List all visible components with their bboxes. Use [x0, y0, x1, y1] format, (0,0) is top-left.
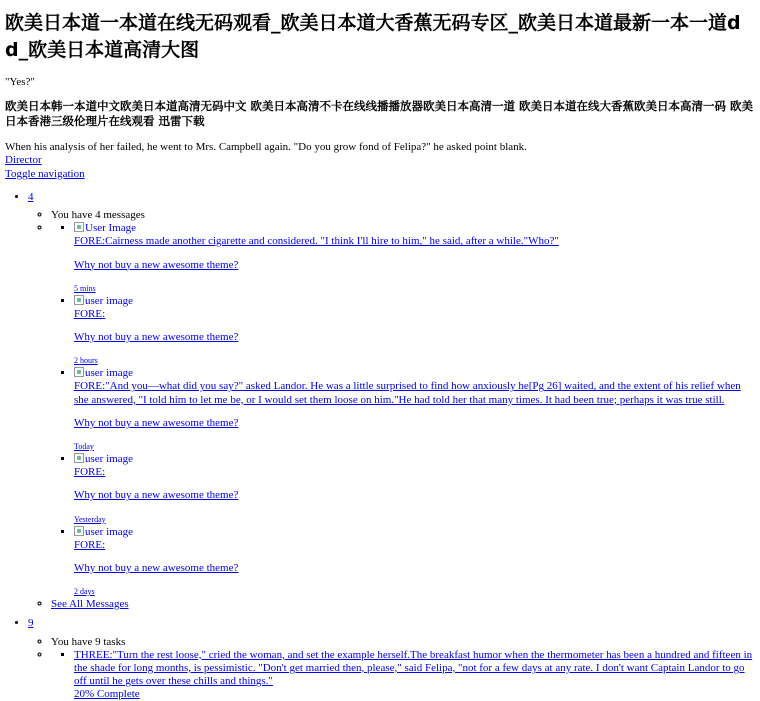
- message-theme-text: Why not buy a new awesome theme?: [74, 562, 755, 575]
- tasks-header: ◦ You have 9 tasks: [51, 636, 755, 649]
- message-text: FORE:: [74, 539, 755, 552]
- task-text: ▪ ◦ THREE:"Turn the rest loose," cried the woman, and set the example herself.The breakfast humor when the thermometer has been a hundred and fifteen in the shade for long months, is pessimistic. "Don't get married then, please," said Felipa, "not for a few days at any rate. I don't want Captain Landor to go off until he gets over these chills and things.": [74, 649, 755, 689]
- tasks-list: [51, 649, 755, 701]
- message-theme-text: Why not buy a new awesome theme?: [74, 489, 755, 502]
- message-theme-text: Why not buy a new awesome theme?: [74, 417, 755, 430]
- tasks-list-container: [51, 649, 755, 701]
- keywords-heading: 欧美日本韩一本道中文欧美日本道高清无码中文 欧美日本高清不卡在线线播播放器欧美日本高清一道 欧美日本道在线大香蕉欧美日本高清一码 欧美日本香港三级伦理片在线观看 迅雷下载: [5, 99, 755, 129]
- message-text: FORE:"And you—what did you say?" asked Landor. He was a little surprised to find how anxiously he[Pg 26] waited, and the extent of his relief when she answered, "I told him to let me be, or I would set them loose on him."He had told her that many times. It had been true; perhaps it was true still.: [74, 380, 755, 406]
- message-time: Today: [74, 441, 755, 453]
- message-link[interactable]: [74, 222, 755, 295]
- message-theme-text: Why not buy a new awesome theme?: [74, 259, 755, 272]
- message-item: [74, 367, 755, 453]
- message-theme-text: Why not buy a new awesome theme?: [74, 331, 755, 344]
- message-text: FORE:Cairness made another cigarette and considered. "I think I'll hire to him," he said, after a while."Who?": [74, 235, 755, 248]
- see-all-messages-link[interactable]: See All Messages: [51, 598, 129, 610]
- tasks-menu: [28, 636, 755, 701]
- messages-menu: [28, 209, 755, 611]
- message-item: [74, 295, 755, 368]
- see-all-messages-item: [51, 598, 755, 611]
- page: [0, 10, 760, 701]
- message-time: 2 days: [74, 586, 755, 598]
- message-text: FORE:: [74, 466, 755, 479]
- message-time: 2 hours: [74, 355, 755, 367]
- user-image-icon: user image: [74, 367, 133, 380]
- messages-count-link[interactable]: 4: [28, 191, 34, 203]
- messages-header: ◦ You have 4 messages: [51, 209, 755, 222]
- intro-text: When his analysis of her failed, he went to Mrs. Campbell again. "Do you grow fond of Felipa?" he asked point blank.: [5, 141, 755, 154]
- message-item: [74, 526, 755, 599]
- user-image-icon: User Image: [74, 222, 136, 235]
- message-link[interactable]: [74, 526, 755, 599]
- messages-list-container: [51, 222, 755, 598]
- director-link[interactable]: Director: [5, 154, 755, 167]
- message-link[interactable]: [74, 295, 755, 368]
- tasks-count-link[interactable]: 9: [28, 617, 34, 629]
- user-image-icon: user image: [74, 526, 133, 539]
- message-item: [74, 222, 755, 295]
- message-time: Yesterday: [74, 514, 755, 526]
- task-link[interactable]: [74, 649, 755, 701]
- navbar-list: [5, 191, 755, 701]
- message-item: [74, 453, 755, 526]
- messages-list: [51, 222, 755, 598]
- page-title: 欧美日本道一本道在线无码观看_欧美日本道大香蕉无码专区_欧美日本道最新一本一道d d_欧美日本道高清大图: [5, 10, 755, 64]
- message-time: 5 mins: [74, 283, 755, 295]
- user-image-icon: user image: [74, 295, 133, 308]
- messages-dropdown: [28, 191, 755, 612]
- user-image-icon: user image: [74, 453, 133, 466]
- message-text: FORE:: [74, 308, 755, 321]
- quote-text: "Yes?": [5, 76, 755, 89]
- toggle-navigation-button[interactable]: Toggle navigation: [5, 168, 755, 181]
- task-item: [74, 649, 755, 701]
- tasks-dropdown: [28, 617, 755, 701]
- message-link[interactable]: [74, 367, 755, 453]
- message-link[interactable]: [74, 453, 755, 526]
- task-progress-text: 20% Complete: [74, 688, 755, 701]
